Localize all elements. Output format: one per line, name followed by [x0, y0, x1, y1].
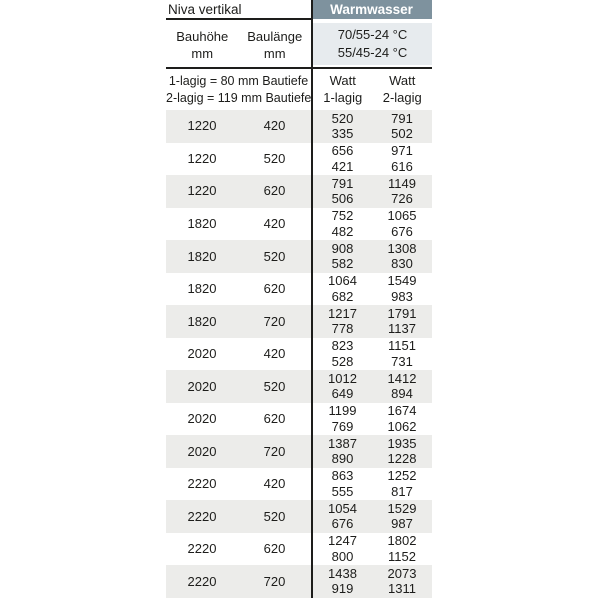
cell-watt-2lagig: 971 616 [391, 143, 413, 174]
cell-watt-2lagig: 1252 817 [387, 468, 417, 499]
cell-watt-2lagig: 1308 830 [387, 240, 417, 272]
cell-baulaenge: 420 [263, 216, 286, 231]
cell-baulaenge: 720 [263, 443, 286, 459]
cell-bauhoehe: 2020 [187, 411, 217, 427]
cell-baulaenge: 420 [263, 346, 286, 362]
cell-baulaenge: 620 [263, 411, 286, 427]
dimension-column-headers [166, 24, 311, 62]
cell-bauhoehe: 1220 [187, 183, 217, 199]
column-header-bauhoehe: Bauhöhe mm [176, 29, 229, 61]
cell-watt-2lagig: 1149 726 [388, 175, 416, 207]
table-row [166, 435, 432, 468]
cell-bauhoehe: 2220 [187, 573, 217, 589]
cell-watt-1lagig: 752 482 [331, 208, 354, 239]
cell-watt-2lagig: 1935 1228 [387, 435, 417, 467]
table-row [166, 273, 432, 306]
cell-watt-1lagig: 791 506 [331, 175, 354, 207]
cell-watt-2lagig: 1674 1062 [387, 403, 417, 434]
cell-watt-2lagig: 1151 731 [388, 338, 416, 369]
table-row [166, 305, 432, 338]
table-row [166, 500, 432, 533]
cell-bauhoehe: 1820 [187, 281, 217, 297]
watt-column-headers [311, 73, 432, 106]
table-row [166, 208, 432, 241]
cell-baulaenge: 720 [263, 573, 286, 589]
cell-baulaenge: 620 [263, 541, 286, 557]
cell-baulaenge: 420 [263, 476, 286, 492]
warmwasser-header [311, 0, 432, 19]
cell-watt-2lagig: 1412 894 [387, 370, 417, 402]
table-row [166, 565, 432, 598]
table-row [166, 403, 432, 436]
table-row [166, 338, 432, 371]
cell-watt-2lagig: 1802 1152 [387, 533, 417, 564]
cell-watt-2lagig: 1529 987 [387, 500, 417, 532]
depth-line-1: 1-lagig = 80 mm Bautiefe [168, 74, 309, 88]
cell-watt-2lagig: 2073 1311 [387, 565, 417, 597]
table-row [166, 143, 432, 176]
temp-line-1: 70/55-24 °C [337, 27, 408, 42]
cell-watt-1lagig: 1064 682 [328, 273, 357, 304]
cell-watt-2lagig: 1065 676 [387, 208, 417, 239]
cell-bauhoehe: 2020 [187, 443, 217, 459]
cell-baulaenge: 520 [263, 378, 286, 394]
cell-bauhoehe: 2220 [187, 508, 217, 524]
cell-watt-1lagig: 520 335 [331, 110, 354, 142]
temp-line-2: 55/45-24 °C [337, 45, 408, 60]
cell-watt-1lagig: 863 555 [331, 468, 354, 499]
column-header-watt-1lagig: Watt 1-lagig [323, 73, 363, 105]
cell-bauhoehe: 2220 [187, 541, 217, 557]
cell-watt-1lagig: 1247 800 [328, 533, 357, 564]
table-row [166, 110, 432, 143]
table-row [166, 468, 432, 501]
table-row [166, 175, 432, 208]
model-title: Niva vertikal [168, 2, 242, 17]
cell-baulaenge: 520 [263, 248, 286, 264]
cell-baulaenge: 620 [263, 183, 286, 199]
cell-watt-1lagig: 823 528 [331, 338, 354, 369]
warmwasser-label: Warmwasser [330, 2, 413, 17]
temperature-conditions [313, 23, 432, 65]
cell-watt-1lagig: 656 421 [331, 143, 354, 174]
cell-baulaenge: 720 [263, 313, 286, 329]
cell-watt-1lagig: 1387 890 [328, 435, 357, 467]
cell-bauhoehe: 2220 [187, 476, 217, 492]
cell-watt-1lagig: 1217 778 [328, 305, 357, 337]
cell-bauhoehe: 1820 [187, 248, 217, 264]
cell-baulaenge: 420 [263, 118, 286, 134]
cell-watt-1lagig: 1012 649 [328, 370, 357, 402]
table-title-left [166, 0, 311, 20]
cell-watt-1lagig: 1199 769 [328, 403, 357, 434]
radiator-output-table [166, 0, 432, 598]
table-row [166, 533, 432, 566]
cell-watt-1lagig: 908 582 [331, 240, 354, 272]
column-header-watt-2lagig: Watt 2-lagig [382, 73, 422, 105]
cell-bauhoehe: 2020 [187, 346, 217, 362]
cell-bauhoehe: 1220 [187, 118, 217, 134]
cell-watt-2lagig: 1791 1137 [387, 305, 417, 337]
cell-watt-2lagig: 791 502 [391, 110, 413, 142]
table-body [166, 110, 432, 598]
cell-watt-1lagig: 1438 919 [328, 565, 357, 597]
depth-line-2: 2-lagig = 119 mm Bautiefe [166, 90, 312, 105]
header-rule [166, 67, 432, 69]
vertical-rule [311, 0, 313, 598]
bautiefe-info [166, 73, 311, 106]
cell-bauhoehe: 2020 [187, 378, 217, 394]
column-header-baulaenge: Baulänge mm [247, 29, 303, 61]
cell-baulaenge: 520 [263, 150, 286, 166]
table-row [166, 370, 432, 403]
cell-watt-2lagig: 1549 983 [387, 273, 417, 304]
cell-baulaenge: 520 [263, 508, 286, 524]
cell-bauhoehe: 1820 [187, 216, 217, 231]
cell-bauhoehe: 1820 [187, 313, 217, 329]
cell-watt-1lagig: 1054 676 [328, 500, 357, 532]
cell-baulaenge: 620 [263, 281, 286, 297]
table-row [166, 240, 432, 273]
cell-bauhoehe: 1220 [187, 150, 217, 166]
